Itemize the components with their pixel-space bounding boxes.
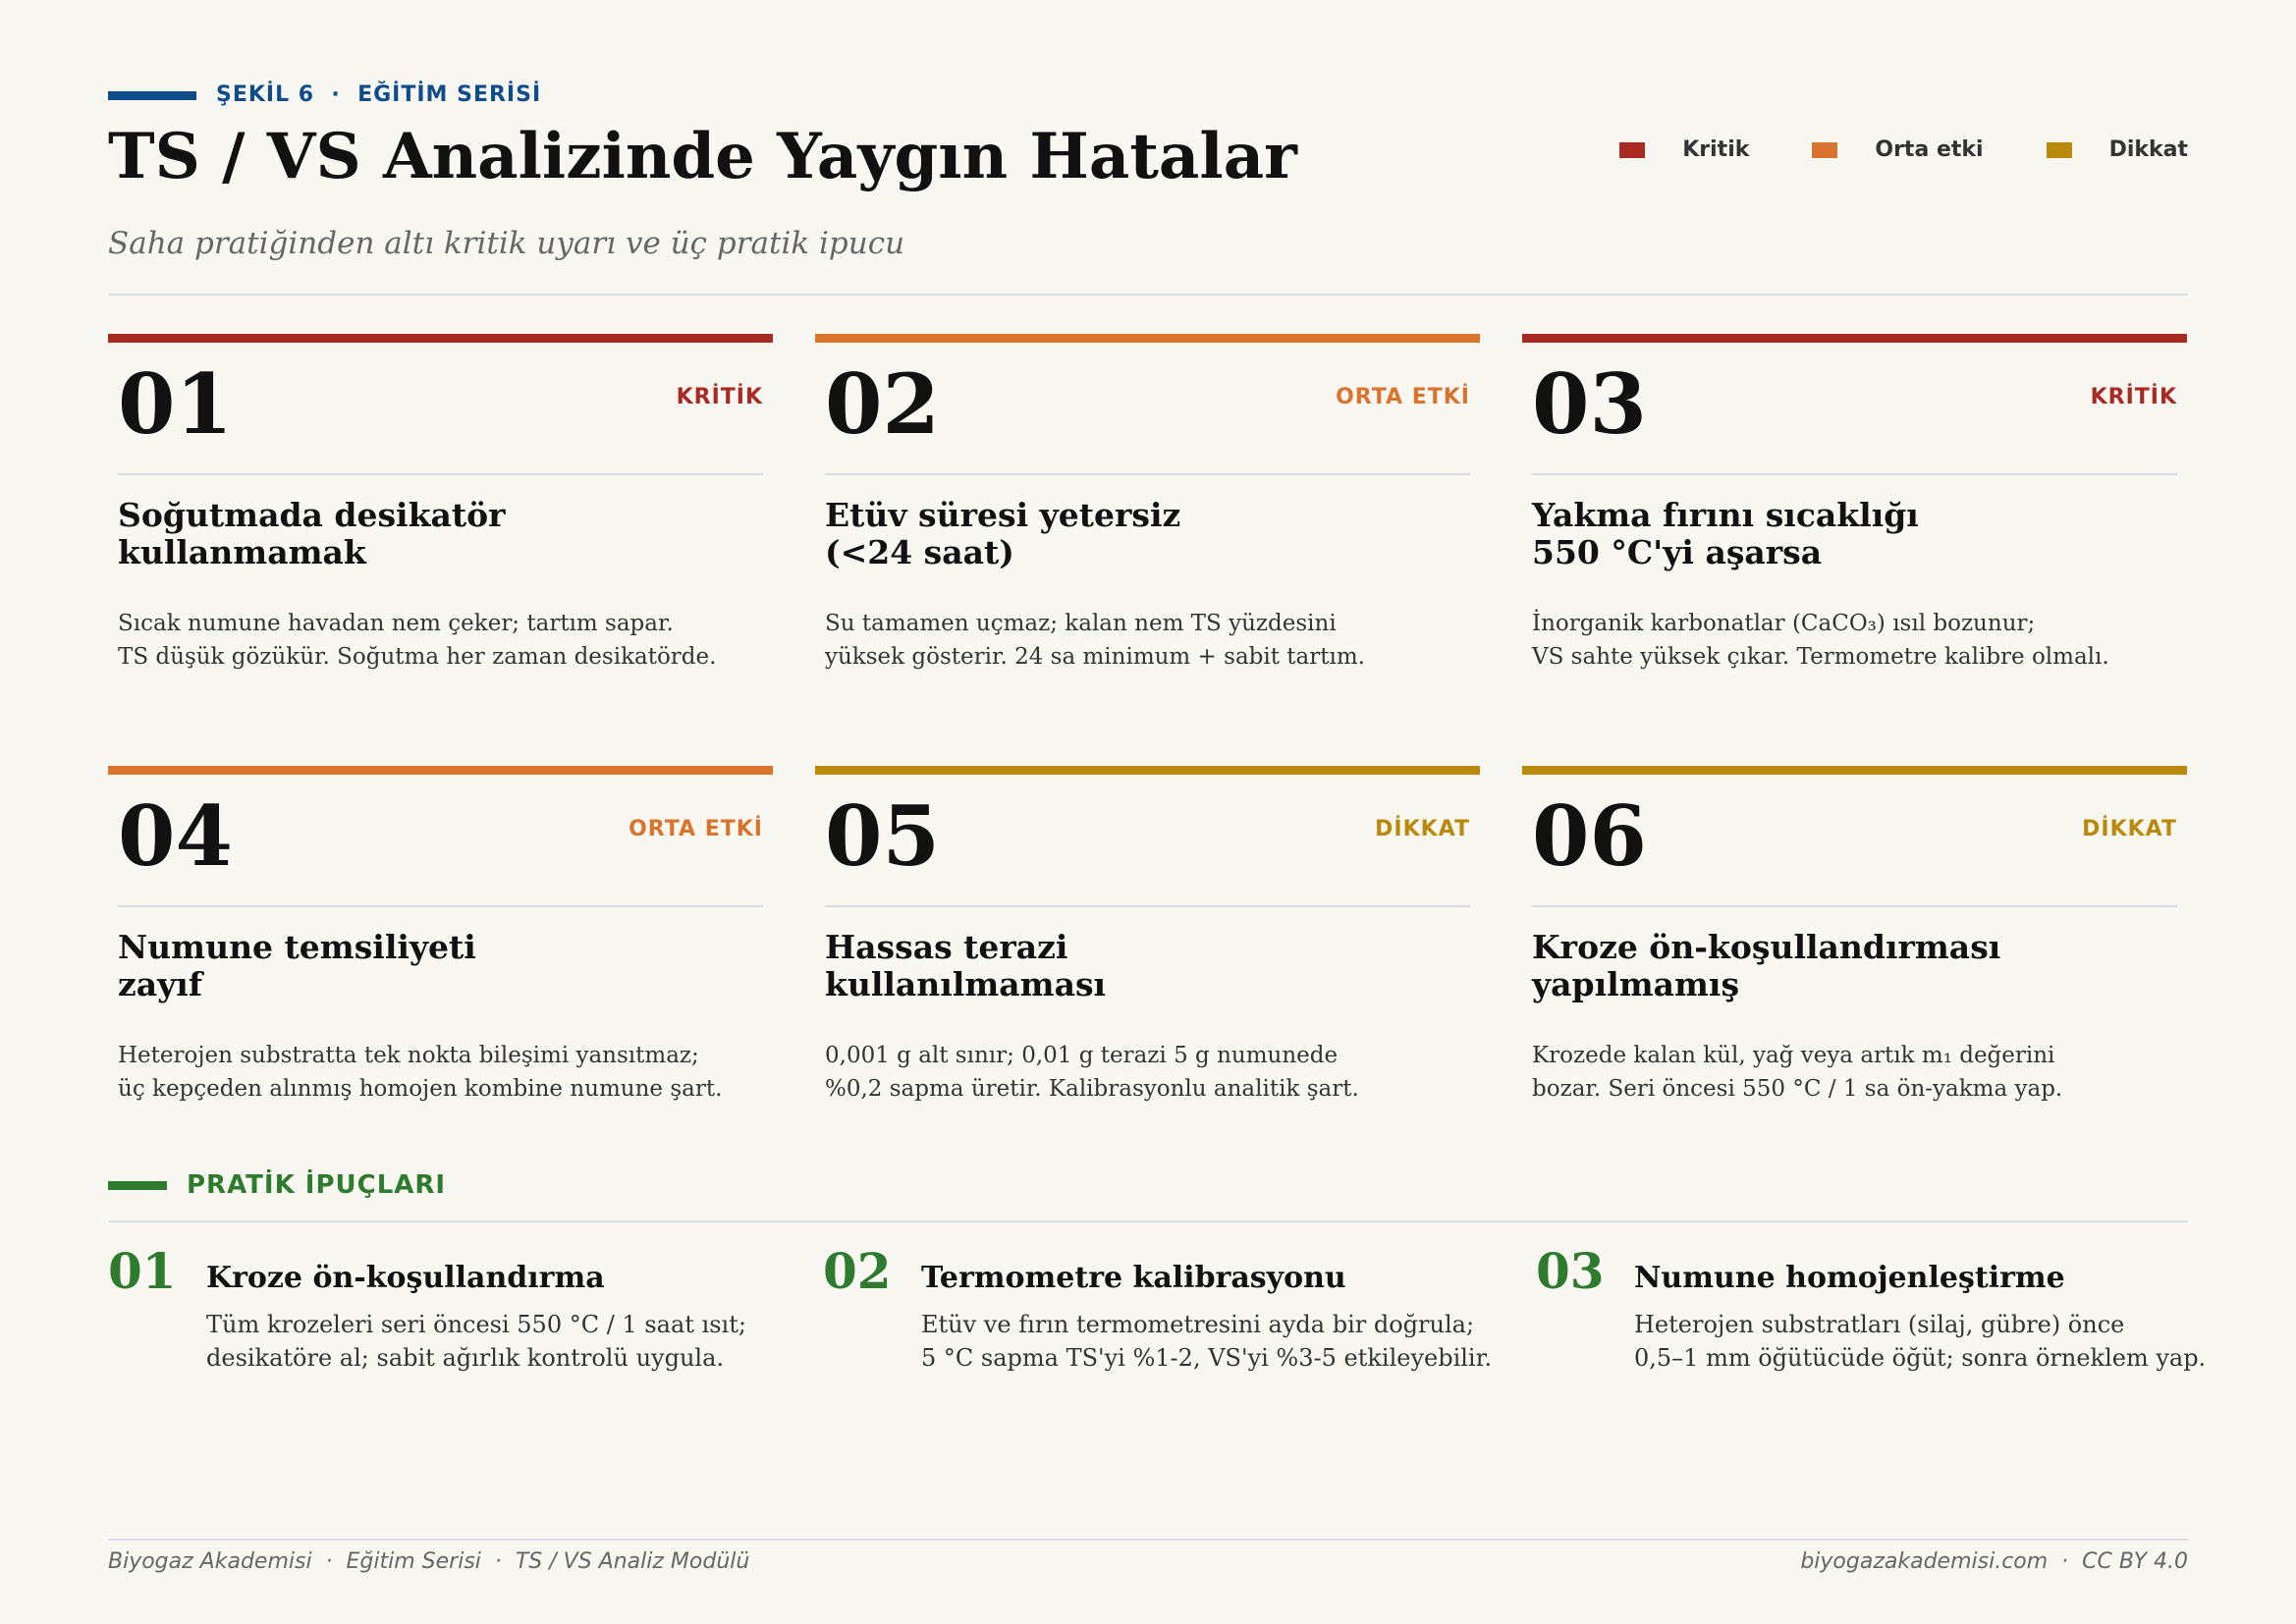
tip-body: Etüv ve fırın termometresini ayda bir doğrula; 5 °C sapma TS'yi %1-2, VS'yi %3-5 etkileyebilir. [921,1311,1493,1372]
tip-number: 01 [108,1242,177,1300]
card-number: 06 [1532,787,1647,885]
warning-card [815,766,1480,1159]
severity-badge: KRİTİK [2090,385,2177,409]
card-body: 0,001 g alt sınır; 0,01 g terazi 5 g numunede %0,2 sapma üretir. Kalibrasyonlu analitik şart. [825,1043,1359,1102]
legend-label: Kritik [1682,137,1750,162]
card-body: Heterojen substratta tek nokta bileşimi yansıtmaz; üç kepçeden alınmış homojen kombine numune şart. [118,1043,723,1102]
tip-body: Tüm krozeleri seri öncesi 550 °C / 1 saat ısıt; desikatöre al; sabit ağırlık kontrolü uygula. [206,1311,746,1372]
legend-label: Orta etki [1875,137,1984,162]
card-color-bar [815,766,1480,775]
card-number: 02 [825,355,940,453]
card-number: 04 [118,787,233,885]
tip-title: Termometre kalibrasyonu [921,1261,1346,1295]
tip-number: 02 [823,1242,892,1300]
warning-card [815,334,1480,727]
card-title: Numune temsiliyeti zayıf [118,928,476,1003]
severity-badge: ORTA ETKİ [1336,385,1470,409]
legend-swatch [1619,142,1645,158]
card-number: 01 [118,355,233,453]
legend-label: Dikkat [2108,137,2188,162]
card-title: Etüv süresi yetersiz (<24 saat) [825,496,1181,571]
page-title: TS / VS Analizinde Yaygın Hatalar [108,120,1297,193]
card-title: Yakma fırını sıcaklığı 550 °C'yi aşarsa [1532,496,1919,571]
legend [1557,137,2188,162]
header-divider [108,294,2188,296]
severity-badge: DİKKAT [2082,817,2177,841]
card-body: İnorganik karbonatlar (CaCO₃) ısıl bozunur; VS sahte yüksek çıkar. Termometre kalibre olmalı. [1532,611,2109,670]
card-color-bar [815,334,1480,343]
card-body: Krozede kalan kül, yağ veya artık m₁ değerini bozar. Seri öncesi 550 °C / 1 sa ön-yakma yap. [1532,1043,2063,1102]
card-number: 03 [1532,355,1647,453]
eyebrow: ŞEKİL 6 · EĞİTİM SERİSİ [216,82,542,107]
severity-badge: ORTA ETKİ [629,817,763,841]
card-divider [825,905,1470,907]
tips-divider [108,1220,2188,1222]
footer-divider [108,1539,2188,1541]
card-color-bar [108,766,773,775]
warning-card [108,766,773,1159]
tip-title: Kroze ön-koşullandırma [206,1261,605,1295]
cards-row-2 [108,766,2188,1159]
footer-right: biyogazakademisi.com · CC BY 4.0 [1800,1549,2188,1574]
card-divider [118,905,763,907]
tips-heading: PRATİK İPUÇLARI [187,1170,447,1200]
tips-heading-bar [108,1181,167,1190]
legend-swatch [2047,142,2072,158]
tip-title: Numune homojenleştirme [1634,1261,2065,1295]
legend-swatch [1812,142,1837,158]
card-title: Kroze ön-koşullandırması yapılmamış [1532,928,2001,1003]
page-subtitle: Saha pratiğinden altı kritik uyarı ve üç pratik ipucu [108,226,905,261]
tip-number: 03 [1536,1242,1605,1300]
card-divider [1532,905,2177,907]
warning-card [1522,334,2187,727]
card-number: 05 [825,787,940,885]
card-body: Sıcak numune havadan nem çeker; tartım sapar. TS düşük gözükür. Soğutma her zaman desikatörde. [118,611,717,670]
severity-badge: KRİTİK [676,385,763,409]
card-title: Hassas terazi kullanılmaması [825,928,1107,1003]
cards-row-1 [108,334,2188,727]
card-title: Soğutmada desikatör kullanmamak [118,496,506,571]
eyebrow-bar [108,91,196,100]
card-color-bar [108,334,773,343]
legend-item-orta-etki [1812,137,1983,162]
legend-item-dikkat [2047,137,2188,162]
warning-card [1522,766,2187,1159]
card-color-bar [1522,766,2187,775]
warning-card [108,334,773,727]
card-body: Su tamamen uçmaz; kalan nem TS yüzdesini yüksek gösterir. 24 sa minimum + sabit tartım. [825,611,1365,670]
severity-badge: DİKKAT [1375,817,1470,841]
card-divider [118,473,763,475]
card-divider [825,473,1470,475]
card-color-bar [1522,334,2187,343]
card-divider [1532,473,2177,475]
tip-body: Heterojen substratları (silaj, gübre) önce 0,5–1 mm öğütücüde öğüt; sonra örneklem yap. [1634,1311,2207,1372]
footer-left: Biyogaz Akademisi · Eğitim Serisi · TS / VS Analiz Modülü [108,1549,750,1574]
legend-item-kritik [1619,137,1749,162]
